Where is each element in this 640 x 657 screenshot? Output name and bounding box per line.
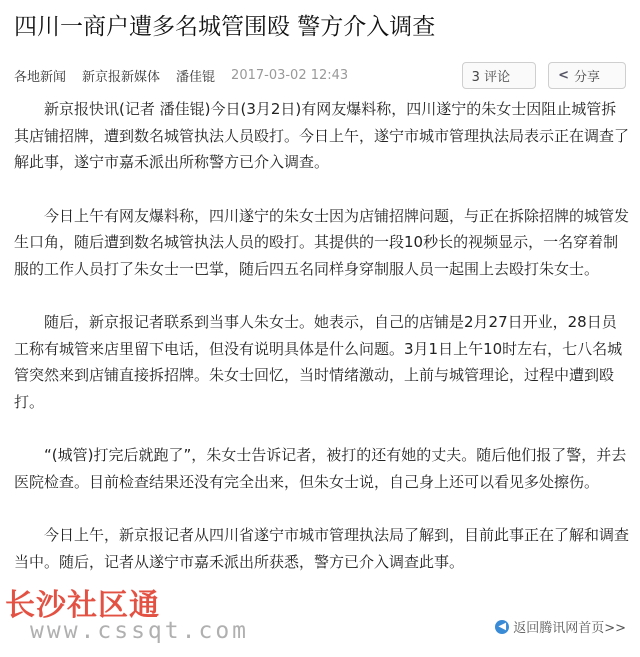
channel-link[interactable]: 各地新闻 xyxy=(14,69,67,85)
watermark-url: www.cssqt.com xyxy=(30,618,250,644)
return-home-link[interactable] xyxy=(491,617,626,636)
article-paragraph: 新京报快讯(记者 潘佳锟)今日(3月2日)有网友爆料称，四川遂宁的朱女士因阻止城管拆其店铺招牌，遭到数名城管执法人员殴打。今日上午，遂宁市城市管理执法局表示正在调查了解此事，遂宁市嘉禾派出所称警方已介入调查。 xyxy=(14,100,630,171)
comment-button[interactable] xyxy=(462,62,536,89)
article-paragraph: 今日上午，新京报记者从四川省遂宁市城市管理执法局了解到，目前此事正在了解和调查当中。随后，记者从遂宁市嘉禾派出所获悉，警方已介入调查此事。 xyxy=(14,526,630,571)
share-button-label: 分享 xyxy=(573,69,600,85)
share-button[interactable] xyxy=(548,62,626,89)
article-paragraph: 今日上午有网友爆料称，四川遂宁的朱女士因为店铺招牌问题，与正在拆除招牌的城管发生口角，随后遭到数名城管执法人员的殴打。其提供的一段10秒长的视频显示，一名穿着制服的工作人员打了朱女士一巴掌，随后四五名同样身穿制服人员一起围上去殴打朱女士。 xyxy=(14,206,630,278)
article-body xyxy=(14,96,630,602)
share-icon: < xyxy=(558,67,569,83)
comment-button-label: 3 评论 xyxy=(471,69,511,85)
author-name: 潘佳锟 xyxy=(176,69,216,85)
return-home-label: 返回腾讯网首页>> xyxy=(513,621,626,636)
article-paragraph: “(城管)打完后就跑了”，朱女士告诉记者，被打的还有她的丈夫。随后他们报了警，并去医院检查。目前检查结果还没有完全出来，但朱女士说，自己身上还可以看见多处擦伤。 xyxy=(14,446,627,491)
source-link[interactable]: 新京报新媒体 xyxy=(82,69,161,85)
article-paragraph: 随后，新京报记者联系到当事人朱女士。她表示，自己的店铺是2月27日开业，28日员工称有城管来店里留下电话，但没有说明具体是什么问题。3月1日上午10时左右，七八名城管突然来到店铺直接拆招牌。朱女士回忆，当时情绪激动，上前与城管理论，过程中遭到殴打。 xyxy=(14,313,623,411)
watermark-logo: 长沙社区通 xyxy=(5,588,160,623)
publish-datetime: 2017-03-02 12:43 xyxy=(231,67,349,83)
article-meta xyxy=(14,62,626,88)
article-title: 四川一商户遭多名城管围殴 警方介入调查 xyxy=(14,14,436,40)
return-icon: ◀ xyxy=(495,620,509,634)
